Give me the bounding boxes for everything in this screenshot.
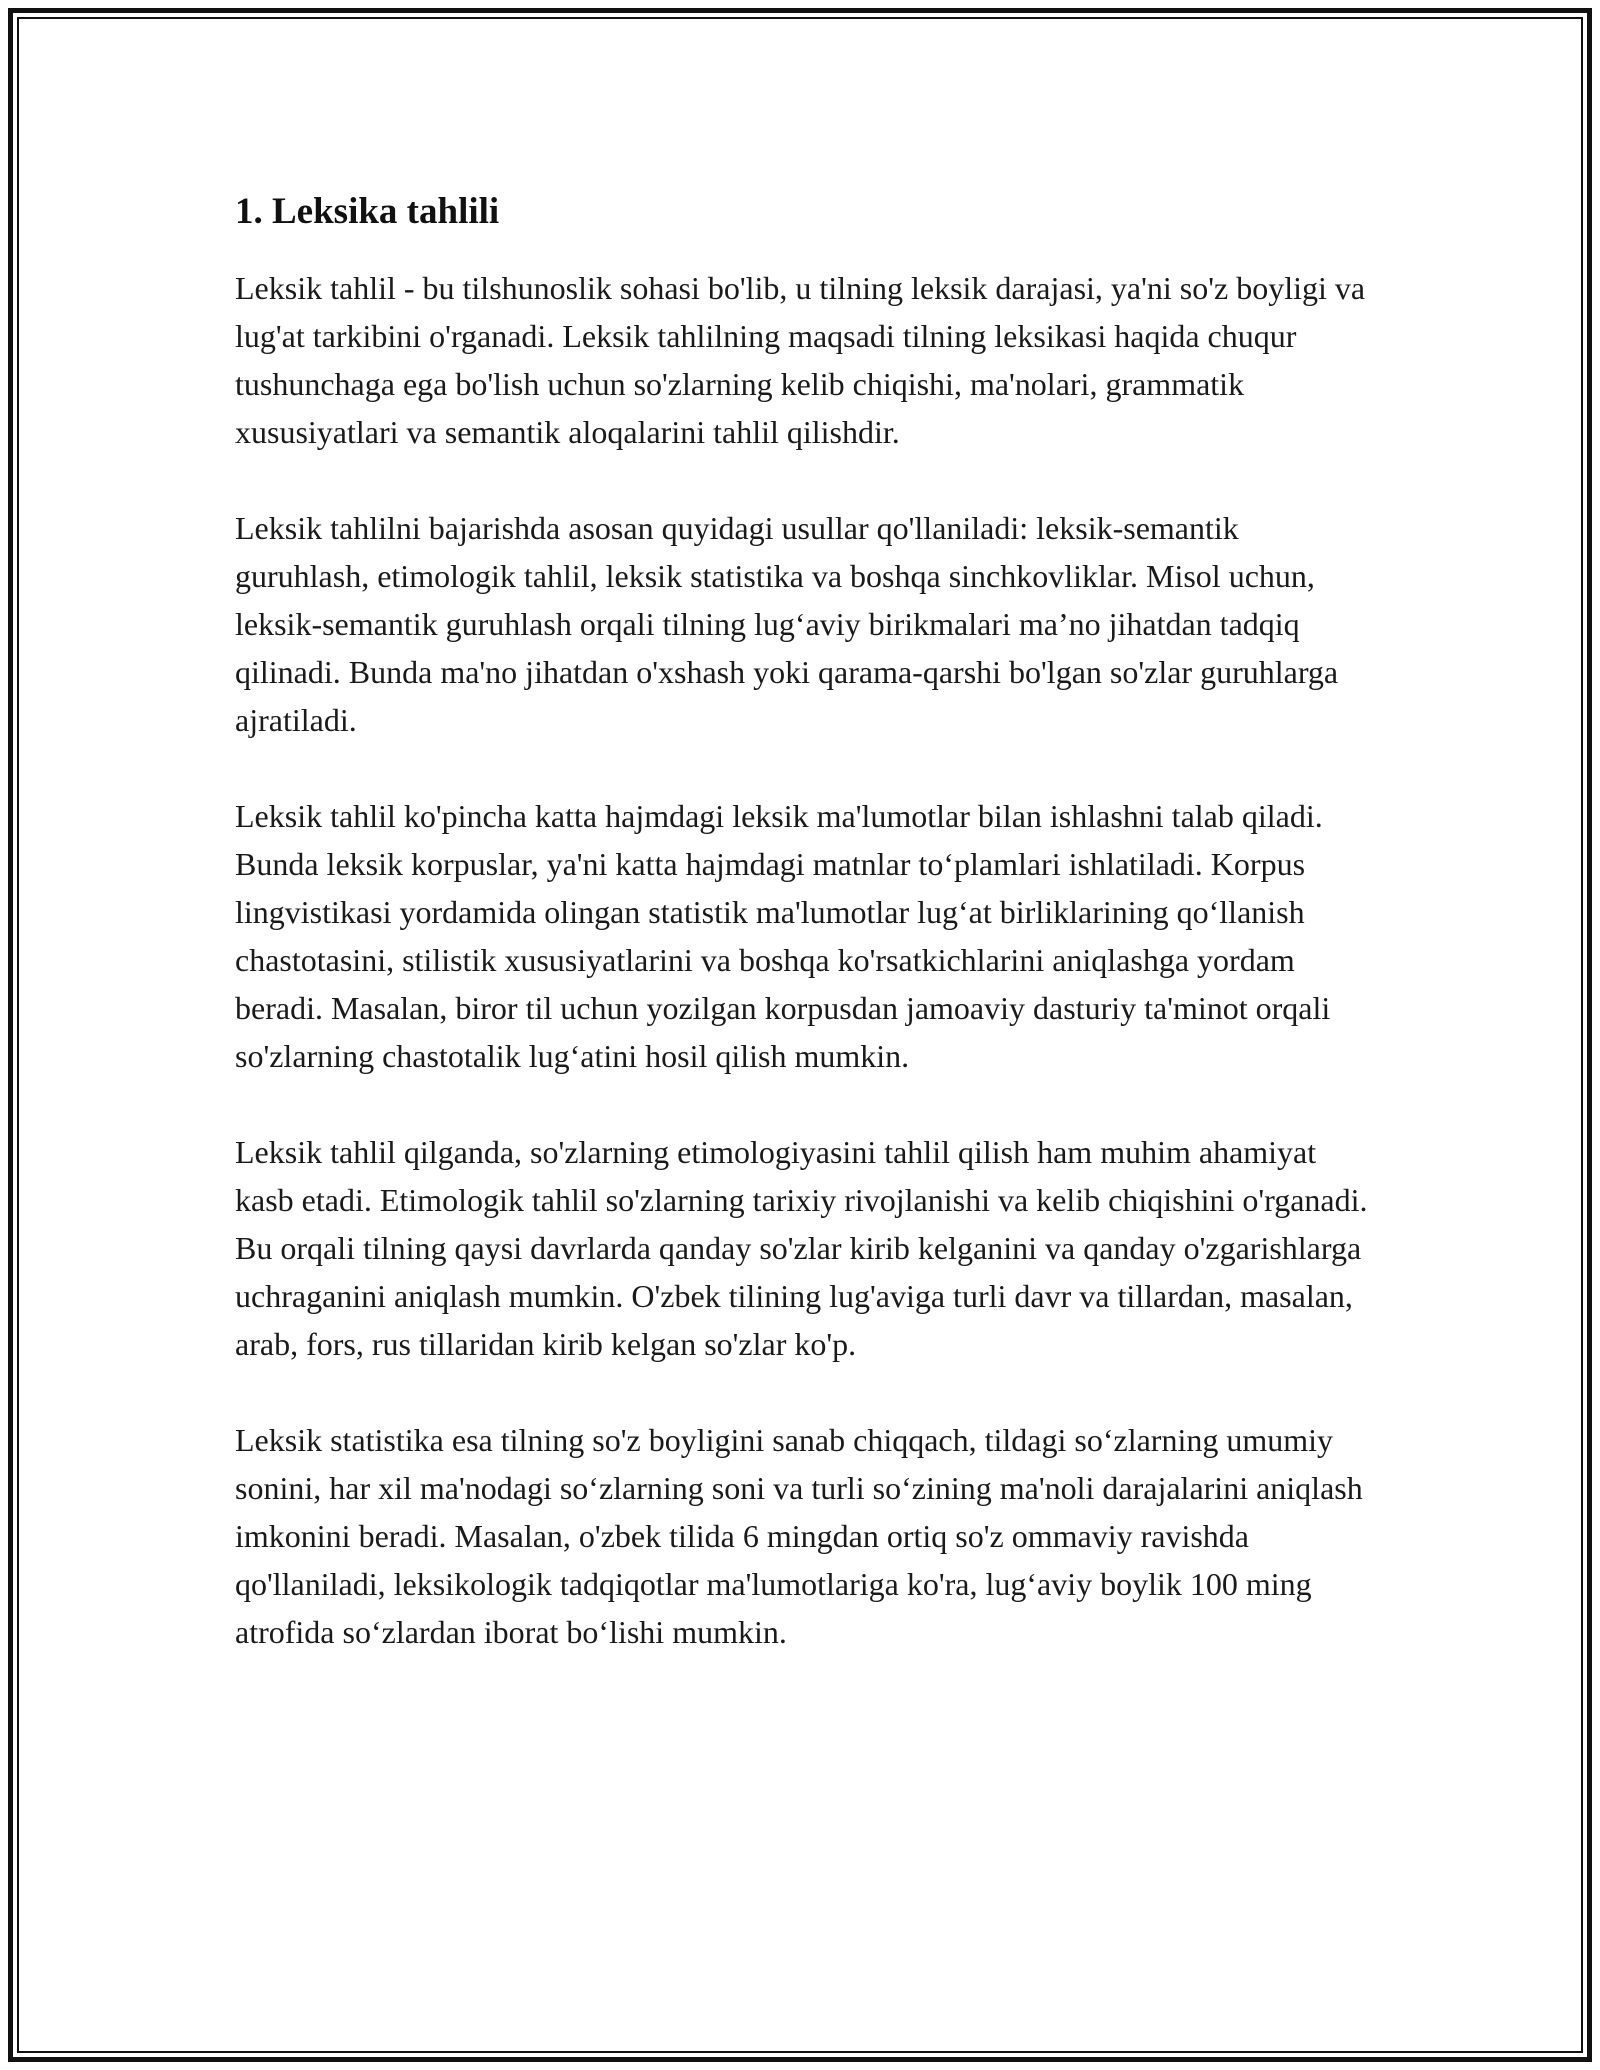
section-heading: 1. Leksika tahlili	[235, 191, 500, 232]
paragraph: Leksik tahlil ko'pincha katta hajmdagi leksik ma'lumotlar bilan ishlashni talab qiladi. Bunda leksik korpuslar, ya'ni katta hajmdagi matnlar to‘plamlari ishlatiladi. Korpus lingvistikasi yordamida olingan statistik ma'lumotlar lug‘at birliklarining qo‘llanish chastotasini, stilistik xususiyatlarini va boshqa ko'rsatkichlarini aniqlashga yordam beradi. Masalan, biror til uchun yozilgan korpusdan jamoaviy dasturiy ta'minot orqali so'zlarning chastotalik lug‘atini hosil qilish mumkin.	[235, 798, 1331, 1074]
paragraph: Leksik statistika esa tilning so'z boyligini sanab chiqqach, tildagi so‘zlarning umumiy sonini, har xil ma'nodagi so‘zlarning soni va turli so‘zining ma'noli darajalarini aniqlash imkonini beradi. Masalan, o'zbek tilida 6 mingdan ortiq so'z ommaviy ravishda qo'llaniladi, leksikologik tadqiqotlar ma'lumotlariga ko'ra, lug‘aviy boylik 100 ming atrofida so‘zlardan iborat bo‘lishi mumkin.	[235, 1422, 1363, 1650]
paragraph: Leksik tahlil - bu tilshunoslik sohasi bo'lib, u tilning leksik darajasi, ya'ni so'z boyligi va lug'at tarkibini o'rganadi. Leksik tahlilning maqsadi tilning leksikasi haqida chuqur tushunchaga ega bo'lish uchun so'zlarning kelib chiqishi, ma'nolari, grammatik xususiyatlari va semantik aloqalarini tahlil qilishdir.	[235, 270, 1366, 450]
document-body	[235, 188, 1375, 1656]
paragraph: Leksik tahlilni bajarishda asosan quyidagi usullar qo'llaniladi: leksik-semantik guruhlash, etimologik tahlil, leksik statistika va boshqa sinchkovliklar. Misol uchun, leksik-semantik guruhlash orqali tilning lug‘aviy birikmalari ma’no jihatdan tadqiq qilinadi. Bunda ma'no jihatdan o'xshash yoki qarama-qarshi bo'lgan so'zlar guruhlarga ajratiladi.	[235, 510, 1339, 738]
paragraph: Leksik tahlil qilganda, so'zlarning etimologiyasini tahlil qilish ham muhim ahamiyat kasb etadi. Etimologik tahlil so'zlarning tarixiy rivojlanishi va kelib chiqishini o'rganadi. Bu orqali tilning qaysi davrlarda qanday so'zlar kirib kelganini va qanday o'zgarishlarga uchraganini aniqlash mumkin. O'zbek tilining lug'aviga turli davr va tillardan, masalan, arab, fors, rus tillaridan kirib kelgan so'zlar ko'p.	[235, 1134, 1368, 1362]
